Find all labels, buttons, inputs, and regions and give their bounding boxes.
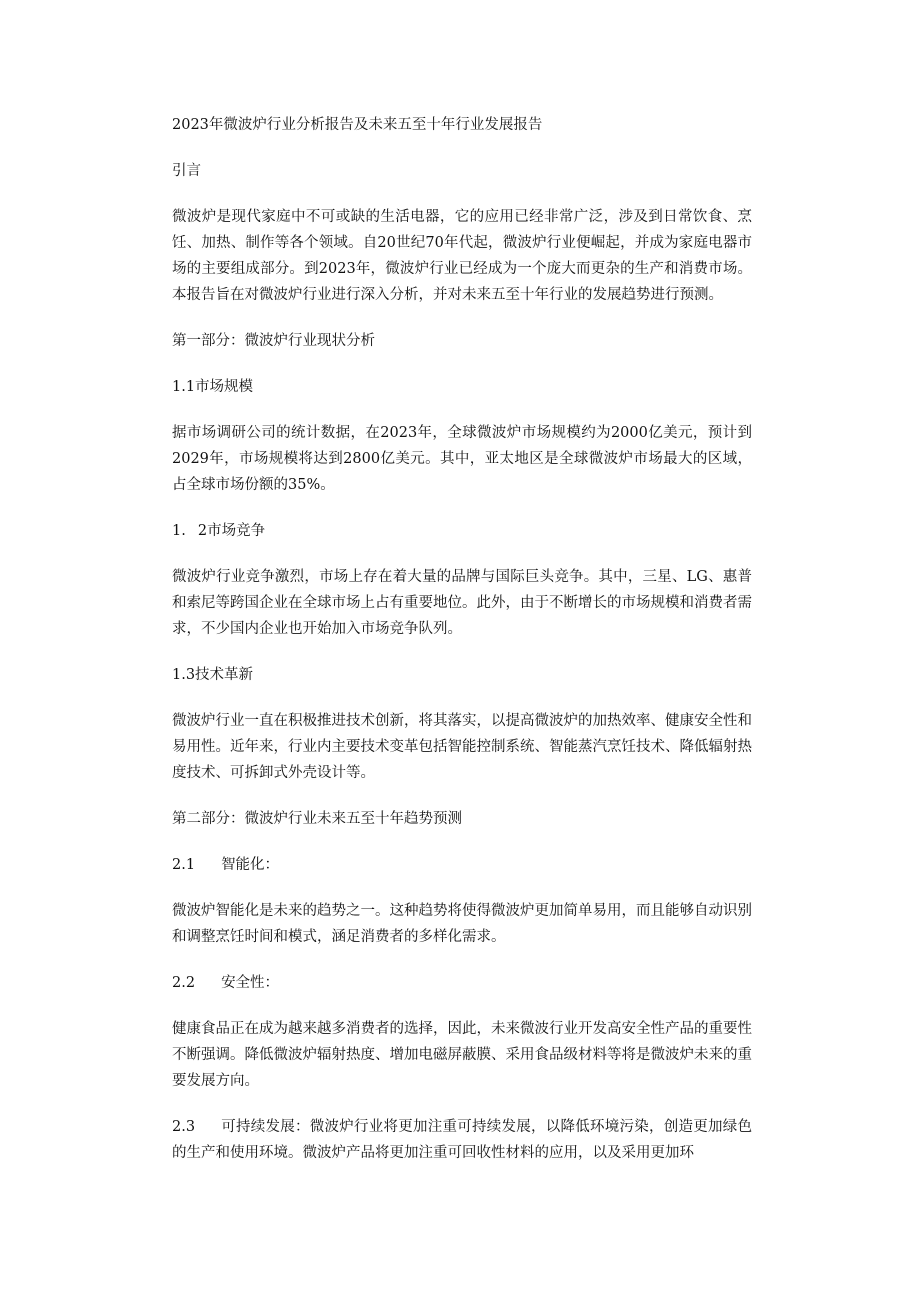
section-1-2-heading bbox=[172, 518, 752, 544]
section-1-1-heading: 1.1市场规模 bbox=[172, 379, 254, 395]
section-1-2-number: 1. bbox=[172, 523, 186, 539]
document-title: 2023年微波炉行业分析报告及未来五至十年行业发展报告 bbox=[172, 117, 543, 133]
intro-paragraph: 微波炉是现代家庭中不可或缺的生活电器，它的应用已经非常广泛，涉及到日常饮食、烹饪、加热、制作等各个领域。自20世纪70年代起，微波炉行业便崛起，并成为家庭电器市场的主要组成部分。到2023年，微波炉行业已经成为一个庞大而更杂的生产和消费市场。本报告旨在对微波炉行业进行深入分析，并对未来五至十年行业的发展趋势进行预测。 bbox=[172, 209, 752, 303]
section-1-3-paragraph: 微波炉行业一直在积极推进技术创新，将其落实，以提高微波炉的加热效率、健康安全性和易用性。近年来，行业内主要技术变革包括智能控制系统、智能蒸汽烹饪技术、降低辐射热度技术、可拆卸式外壳设计等。 bbox=[172, 713, 752, 781]
section-2-1-heading bbox=[172, 852, 752, 878]
section-1-3-heading: 1.3技术革新 bbox=[172, 667, 254, 683]
section-2-1-number: 2.1 bbox=[172, 857, 196, 873]
section-1-2-title: 2市场竞争 bbox=[197, 523, 266, 539]
section-2-3-text: 可持续发展：微波炉行业将更加注重可持续发展，以降低环境污染，创造更加绿色的生产和使用环境。微波炉产品将更加注重可回收性材料的应用，以及采用更加环 bbox=[172, 1119, 752, 1161]
section-2-1-paragraph: 微波炉智能化是未来的趋势之一。这种趋势将使得微波炉更加简单易用，而且能够自动识别和调整烹饪时间和模式，涵足消费者的多样化需求。 bbox=[172, 903, 752, 945]
part1-heading: 第一部分：微波炉行业现状分析 bbox=[172, 333, 375, 349]
section-2-3-paragraph bbox=[172, 1114, 752, 1166]
section-2-2-heading bbox=[172, 970, 752, 996]
document-body bbox=[172, 112, 752, 1166]
intro-heading: 引言 bbox=[172, 163, 201, 179]
section-2-2-number: 2.2 bbox=[172, 975, 196, 991]
section-1-1-paragraph: 据市场调研公司的统计数据，在2023年，全球微波炉市场规模约为2000亿美元，预计到2029年，市场规模将达到2800亿美元。其中，亚太地区是全球微波炉市场最大的区域，占全球市场份额的35%。 bbox=[172, 425, 752, 493]
part2-heading: 第二部分：微波炉行业未来五至十年趋势预测 bbox=[172, 811, 462, 827]
section-2-3-number: 2.3 bbox=[172, 1119, 196, 1135]
section-2-1-title: 智能化： bbox=[221, 857, 280, 873]
section-1-2-paragraph: 微波炉行业竞争激烈，市场上存在着大量的品牌与国际巨头竞争。其中，三星、LG、惠普和索尼等跨国企业在全球市场上占有重要地位。此外，由于不断增长的市场规模和消费者需求，不少国内企业也开始加入市场竞争队列。 bbox=[172, 569, 752, 637]
section-2-2-title: 安全性： bbox=[221, 975, 280, 991]
section-2-2-paragraph: 健康食品正在成为越来越多消费者的选择，因此，未来微波行业开发高安全性产品的重要性不断强调。降低微波炉辐射热度、增加电磁屏蔽膜、采用食品级材料等将是微波炉未来的重要发展方向。 bbox=[172, 1021, 752, 1089]
